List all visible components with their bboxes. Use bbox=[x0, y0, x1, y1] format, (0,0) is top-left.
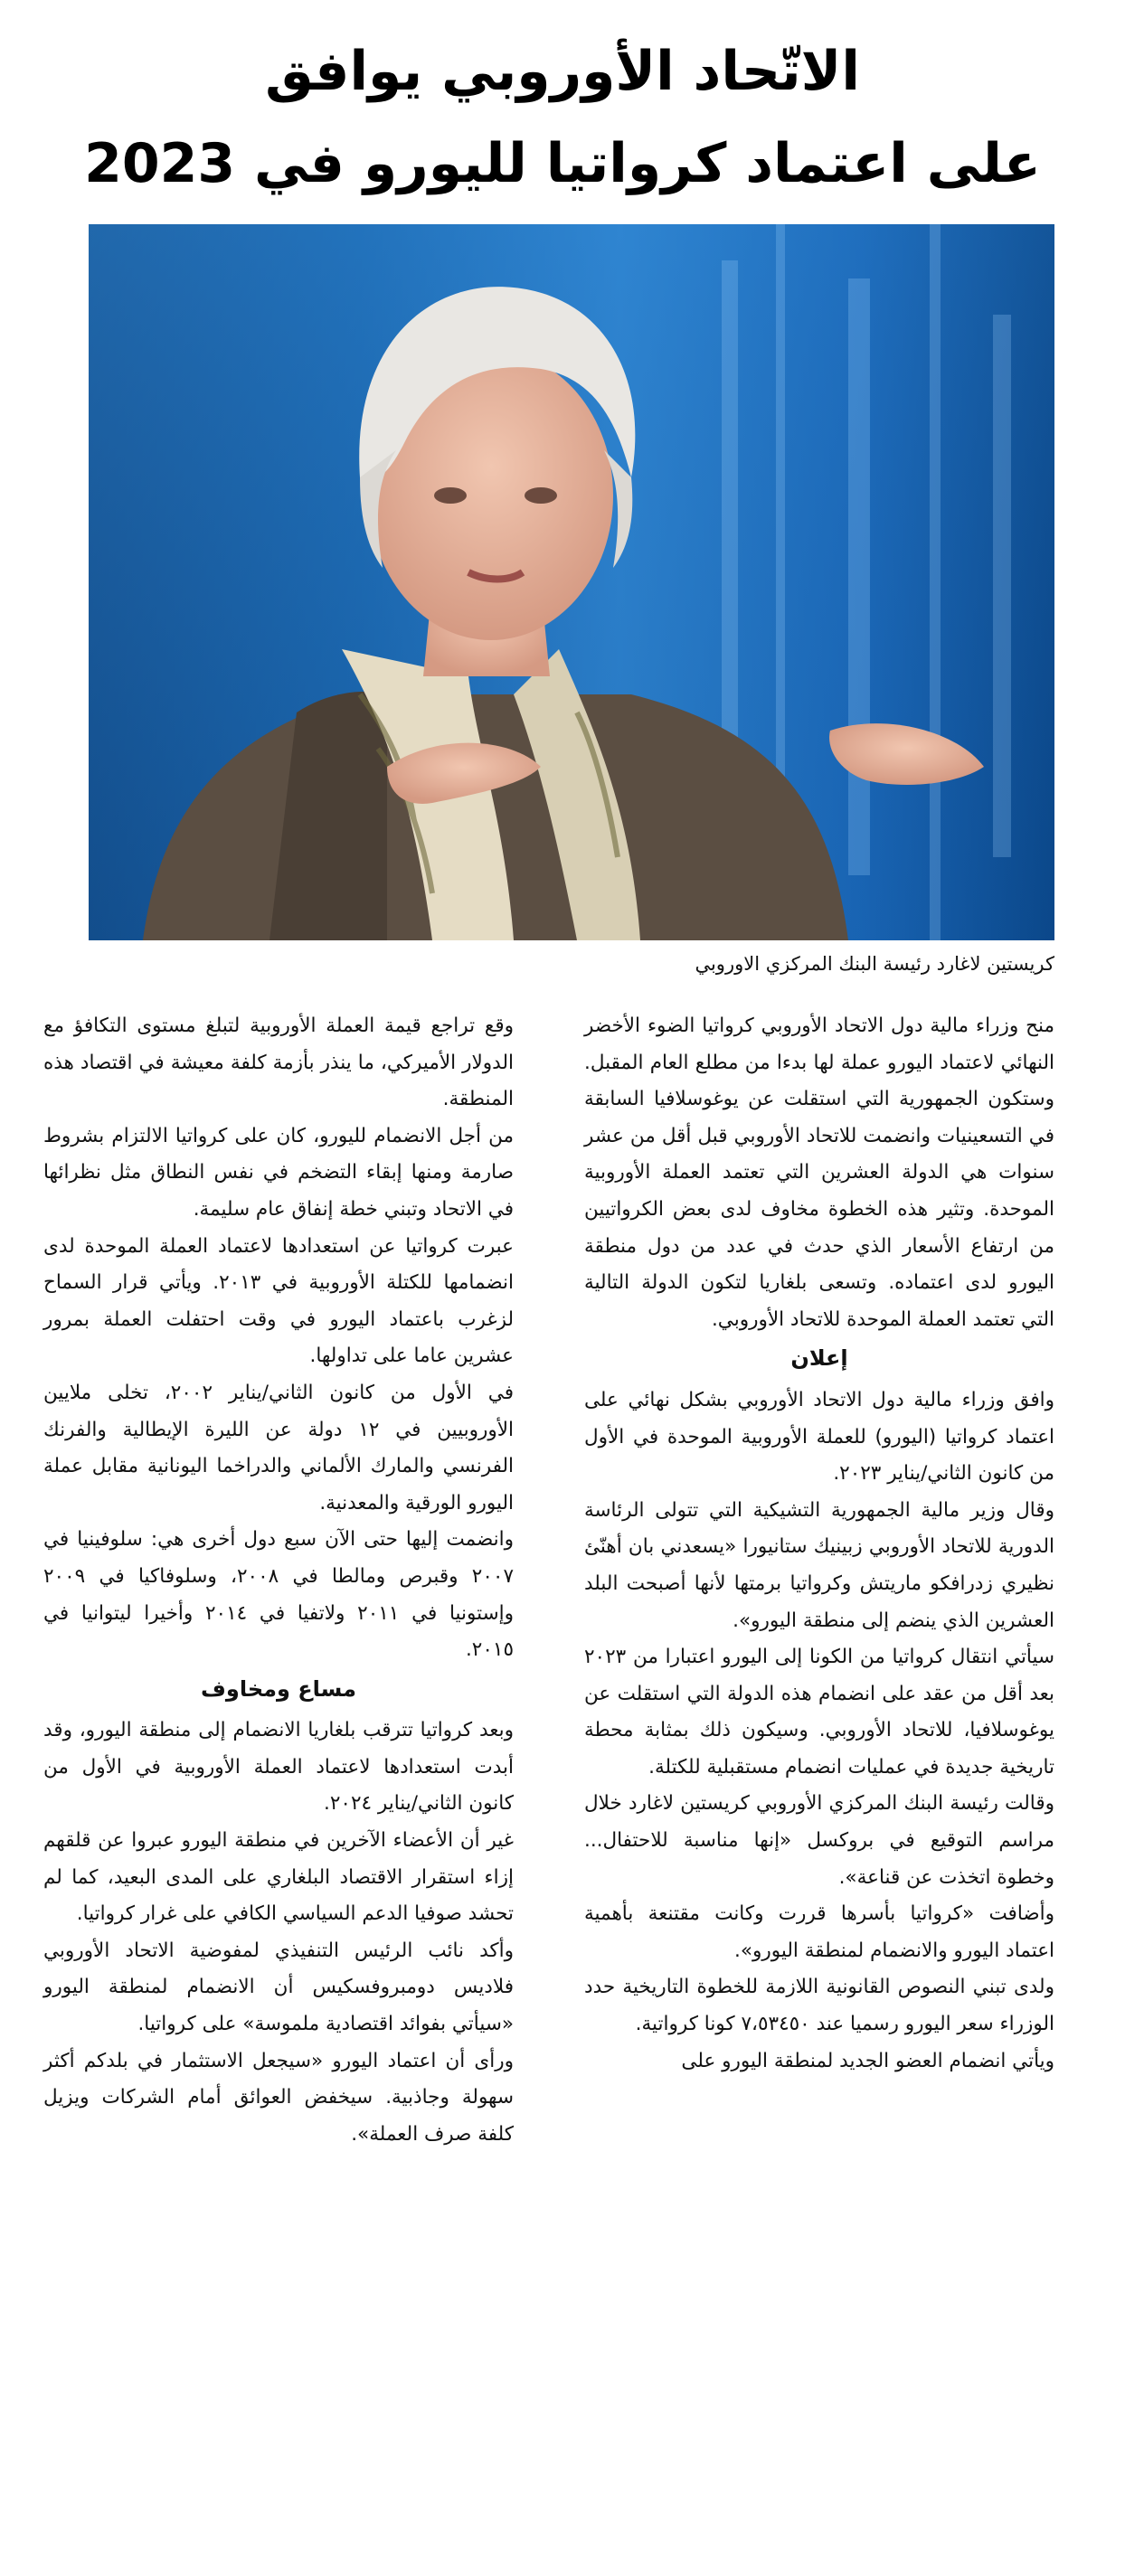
paragraph: وقع تراجع قيمة العملة الأوروبية لتبلغ مستوى التكافؤ مع الدولار الأميركي، ما ينذر بأزمة كلفة معيشة في اقتصاد هذه المنطقة. bbox=[43, 1014, 514, 1111]
paragraph: من أجل الانضمام لليورو، كان على كرواتيا الالتزام بشروط صارمة ومنها إبقاء التضخم في نفس النطاق مثل نظرائها في الاتحاد وتبني خطة إنفاق عام سليمة. bbox=[43, 1124, 514, 1221]
paragraph: وأضافت «كرواتيا بأسرها قررت وكانت مقتنعة بأهمية اعتماد اليورو والانضمام لمنطقة اليورو». bbox=[584, 1902, 1054, 1962]
portrait-illustration bbox=[89, 224, 1054, 940]
photo-caption: كريستين لاغارد رئيسة البنك المركزي الاوروبي bbox=[695, 953, 1054, 975]
headline-line-2: على اعتماد كرواتيا لليورو في 2023 bbox=[84, 132, 1041, 195]
paragraph: وافق وزراء مالية دول الاتحاد الأوروبي بشكل نهائي على اعتماد كرواتيا (اليورو) للعملة الأوروبية الموحدة في الأول من كانون الثاني/يناير ٢٠٢٣. bbox=[584, 1388, 1054, 1486]
paragraph: وقال وزير مالية الجمهورية التشيكية التي تتولى الرئاسة الدورية للاتحاد الأوروبي زبينيك ستانيورا «يسعدني بان أهنّئ نظيري زدرافكو ماريتش وكرواتيا برمتها لأنها أصبحت البلد العشرين الذي ينضم إلى منطقة اليورو». bbox=[584, 1498, 1054, 1632]
paragraph: غير أن الأعضاء الآخرين في منطقة اليورو عبروا عن قلقهم إزاء استقرار الاقتصاد البلغاري على المدى البعيد، كما لم تحشد صوفيا الدعم السياسي الكافي على غرار كرواتيا. bbox=[43, 1829, 514, 1926]
article-column-left bbox=[43, 1008, 514, 2153]
paragraph: في الأول من كانون الثاني/يناير ٢٠٠٢، تخلى ملايين الأوروبيين في ١٢ دولة عن الليرة الإيطالية والفرنك الفرنسي والمارك الألماني والدراخما اليونانية مقابل عملة اليورو الورقية والمعدنية. bbox=[43, 1381, 514, 1514]
paragraph: عبرت كرواتيا عن استعدادها لاعتماد العملة الموحدة لدى انضمامها للكتلة الأوروبية في ٢٠١٣. ويأتي قرار السماح لزغرب باعتماد اليورو في وقت احتفلت العملة بمرور عشرين عاما على تداولها. bbox=[43, 1234, 515, 1368]
paragraph: وبعد كرواتيا تترقب بلغاريا الانضمام إلى منطقة اليورو، وقد أبدت استعدادها لاعتماد العملة الأوروبية في الأول من كانون الثاني/يناير ٢٠٢٤. bbox=[43, 1719, 514, 1816]
paragraph: سيأتي انتقال كرواتيا من الكونا إلى اليورو اعتبارا من ٢٠٢٣ بعد أقل من عقد على انضمام هذه الدولة التي استقلت عن يوغوسلافيا، للاتحاد الأوروبي. وسيكون ذلك بمثابة محطة تاريخية جديدة في عمليات انضمام مستقبلية للكتلة. bbox=[584, 1646, 1054, 1779]
subheading: مساع ومخاوف bbox=[201, 1675, 356, 1702]
paragraph: ويأتي انضمام العضو الجديد لمنطقة اليورو على bbox=[681, 2049, 1054, 2072]
paragraph: وقالت رئيسة البنك المركزي الأوروبي كريستين لاغارد خلال مراسم التوقيع في بروكسل «إنها مناسبة للاحتفال... وخطوة اتخذت عن قناعة». bbox=[584, 1792, 1054, 1889]
paragraph: وأكد نائب الرئيس التنفيذي لمفوضية الاتحاد الأوروبي فلاديس دومبروفسكيس أن الانضمام لمنطقة اليورو «سيأتي بفوائد اقتصادية ملموسة» على كرواتيا. bbox=[43, 1939, 514, 2036]
paragraph: ورأى أن اعتماد اليورو «سيجعل الاستثمار في بلدكم أكثر سهولة وجاذبية. سيخفض العوائق أمام الشركات ويزيل كلفة صرف العملة». bbox=[43, 2049, 514, 2146]
article-photo bbox=[89, 224, 1054, 940]
ad-label: إعلان bbox=[790, 1345, 848, 1372]
paragraph: وانضمت إليها حتى الآن سبع دول أخرى هي: سلوفينيا في ٢٠٠٧ وقبرص ومالطا في ٢٠٠٨، وسلوفاكيا في ٢٠٠٩ وإستونيا في ٢٠١١ ولاتفيا في ٢٠١٤ وأخيرا ليتوانيا في ٢٠١٥. bbox=[43, 1528, 514, 1662]
paragraph: منح وزراء مالية دول الاتحاد الأوروبي كرواتيا الضوء الأخضر النهائي لاعتماد اليورو عملة لها بدءا من مطلع العام المقبل. وستكون الجمهورية التي استقلت عن يوغوسلافيا السابقة في التسعينيات وانضمت للاتحاد الأوروبي قبل أقل من عشر سنوات هي الدولة العشرين التي تعتمد العملة الأوروبية الموحدة. وتثير هذه الخطوة مخاوف لدى بعض الكرواتيين من ارتفاع الأسعار الذي حدث في عدد من دول منطقة اليورو لدى اعتماده. وتسعى بلغاريا لتكون الدولة التالية التي تعتمد العملة الموحدة للاتحاد الأوروبي. bbox=[584, 1014, 1054, 1331]
paragraph: ولدى تبني النصوص القانونية اللازمة للخطوة التاريخية حدد الوزراء سعر اليورو رسميا عند ٧،٥٣٤٥٠ كونا كرواتية. bbox=[584, 1976, 1054, 2036]
headline bbox=[36, 25, 1089, 210]
article-column-right bbox=[584, 1008, 1054, 2080]
headline-line-1: الاتّحاد الأوروبي يوافق bbox=[265, 40, 860, 103]
